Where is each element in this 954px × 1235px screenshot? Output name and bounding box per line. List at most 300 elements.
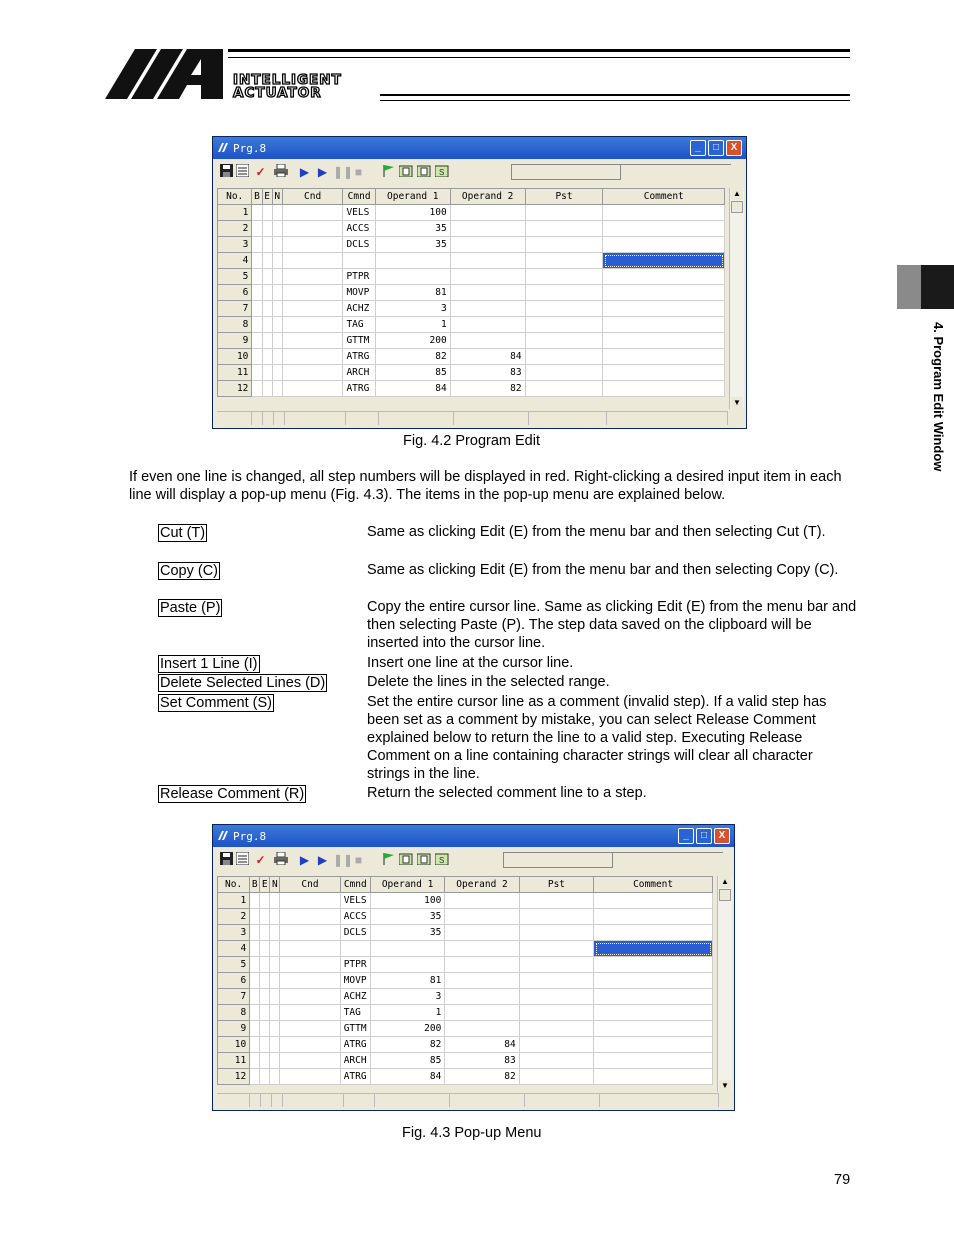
comment-cell[interactable] bbox=[603, 301, 725, 317]
b-cell[interactable] bbox=[250, 1069, 260, 1085]
column-header[interactable]: Comment bbox=[603, 189, 725, 205]
run-icon[interactable]: ▶ bbox=[299, 165, 310, 179]
cnd-cell[interactable] bbox=[280, 941, 340, 957]
n-cell[interactable] bbox=[272, 205, 282, 221]
pst-cell[interactable] bbox=[519, 893, 593, 909]
scroll-down-icon[interactable]: ▼ bbox=[731, 397, 743, 409]
comment-cell[interactable] bbox=[594, 1053, 713, 1069]
pst-cell[interactable] bbox=[519, 909, 593, 925]
comment-cell[interactable] bbox=[603, 333, 725, 349]
table-row[interactable] bbox=[218, 221, 725, 237]
close-button[interactable]: X bbox=[726, 140, 742, 156]
comment-cell[interactable] bbox=[603, 221, 725, 237]
operand1-cell[interactable]: 35 bbox=[370, 909, 444, 925]
operand2-cell[interactable] bbox=[450, 301, 525, 317]
cmnd-cell[interactable] bbox=[343, 253, 375, 269]
pst-cell[interactable] bbox=[525, 237, 603, 253]
pst-cell[interactable] bbox=[519, 989, 593, 1005]
table-row[interactable] bbox=[218, 237, 725, 253]
vertical-scrollbar[interactable] bbox=[729, 188, 744, 409]
operand1-cell[interactable]: 200 bbox=[375, 333, 450, 349]
operand1-cell[interactable]: 1 bbox=[370, 1005, 444, 1021]
pst-cell[interactable] bbox=[519, 1005, 593, 1021]
operand1-cell[interactable]: 35 bbox=[375, 221, 450, 237]
cmnd-cell[interactable]: ATRG bbox=[343, 349, 375, 365]
cnd-cell[interactable] bbox=[282, 205, 343, 221]
step-number-cell[interactable]: 12 bbox=[218, 1069, 250, 1085]
cnd-cell[interactable] bbox=[280, 1069, 340, 1085]
table-row[interactable] bbox=[218, 269, 725, 285]
operand2-cell[interactable] bbox=[445, 989, 519, 1005]
cnd-cell[interactable] bbox=[282, 333, 343, 349]
n-cell[interactable] bbox=[272, 269, 282, 285]
operand1-cell[interactable]: 100 bbox=[375, 205, 450, 221]
n-cell[interactable] bbox=[270, 1053, 280, 1069]
b-cell[interactable] bbox=[250, 893, 260, 909]
stop-icon[interactable]: ■ bbox=[354, 165, 363, 179]
e-cell[interactable] bbox=[262, 301, 272, 317]
comment-cell[interactable] bbox=[603, 237, 725, 253]
cmnd-cell[interactable]: ACHZ bbox=[343, 301, 375, 317]
cmnd-cell[interactable]: ATRG bbox=[340, 1037, 370, 1053]
operand2-cell[interactable] bbox=[450, 253, 525, 269]
scroll-down-icon[interactable]: ▼ bbox=[719, 1080, 731, 1092]
cmnd-cell[interactable]: GTTM bbox=[340, 1021, 370, 1037]
b-cell[interactable] bbox=[250, 973, 260, 989]
pst-cell[interactable] bbox=[519, 1037, 593, 1053]
e-cell[interactable] bbox=[262, 237, 272, 253]
scroll-thumb[interactable] bbox=[731, 201, 743, 213]
cmnd-cell[interactable]: MOVP bbox=[340, 973, 370, 989]
position-edit-icon[interactable] bbox=[399, 164, 414, 180]
operand1-cell[interactable]: 84 bbox=[375, 381, 450, 397]
table-row[interactable] bbox=[218, 1053, 713, 1069]
position-edit-icon[interactable] bbox=[399, 852, 414, 868]
cnd-cell[interactable] bbox=[282, 381, 343, 397]
position-data-icon[interactable] bbox=[417, 852, 432, 868]
step-number-cell[interactable]: 6 bbox=[218, 973, 250, 989]
column-header[interactable]: Pst bbox=[525, 189, 603, 205]
pst-cell[interactable] bbox=[525, 269, 603, 285]
cmnd-cell[interactable]: ARCH bbox=[343, 365, 375, 381]
comment-cell[interactable] bbox=[594, 957, 713, 973]
e-cell[interactable] bbox=[260, 989, 270, 1005]
operand2-cell[interactable] bbox=[445, 941, 519, 957]
column-header[interactable]: Cmnd bbox=[340, 877, 370, 893]
pause-icon[interactable]: ❚❚ bbox=[333, 853, 354, 867]
operand2-cell[interactable] bbox=[450, 317, 525, 333]
b-cell[interactable] bbox=[250, 941, 260, 957]
operand2-cell[interactable]: 82 bbox=[445, 1069, 519, 1085]
table-row[interactable] bbox=[218, 909, 713, 925]
cnd-cell[interactable] bbox=[280, 1021, 340, 1037]
operand1-cell[interactable]: 82 bbox=[375, 349, 450, 365]
cnd-cell[interactable] bbox=[282, 253, 343, 269]
e-cell[interactable] bbox=[262, 365, 272, 381]
n-cell[interactable] bbox=[272, 365, 282, 381]
operand1-cell[interactable]: 81 bbox=[375, 285, 450, 301]
e-cell[interactable] bbox=[262, 253, 272, 269]
operand1-cell[interactable]: 3 bbox=[375, 301, 450, 317]
breakpoint-flag-icon[interactable] bbox=[381, 164, 396, 180]
operand1-cell[interactable]: 85 bbox=[375, 365, 450, 381]
cnd-cell[interactable] bbox=[282, 301, 343, 317]
table-row[interactable] bbox=[218, 349, 725, 365]
table-row[interactable] bbox=[218, 365, 725, 381]
comment-cell[interactable] bbox=[594, 1069, 713, 1085]
e-cell[interactable] bbox=[262, 221, 272, 237]
cnd-cell[interactable] bbox=[282, 237, 343, 253]
step-number-cell[interactable]: 3 bbox=[218, 237, 252, 253]
comment-cell[interactable] bbox=[603, 269, 725, 285]
step-number-cell[interactable]: 1 bbox=[218, 205, 252, 221]
cnd-cell[interactable] bbox=[282, 285, 343, 301]
minimize-button[interactable]: _ bbox=[678, 828, 694, 844]
table-row[interactable] bbox=[218, 1037, 713, 1053]
comment-cell[interactable] bbox=[603, 317, 725, 333]
operand2-cell[interactable] bbox=[445, 973, 519, 989]
cmnd-cell[interactable]: TAG bbox=[340, 1005, 370, 1021]
b-cell[interactable] bbox=[252, 253, 262, 269]
b-cell[interactable] bbox=[250, 1021, 260, 1037]
step-number-cell[interactable]: 2 bbox=[218, 221, 252, 237]
n-cell[interactable] bbox=[272, 285, 282, 301]
e-cell[interactable] bbox=[260, 1069, 270, 1085]
pst-cell[interactable] bbox=[519, 973, 593, 989]
column-header[interactable]: Cnd bbox=[280, 877, 340, 893]
comment-cell[interactable] bbox=[603, 381, 725, 397]
table-row[interactable] bbox=[218, 893, 713, 909]
b-cell[interactable] bbox=[252, 205, 262, 221]
step-number-cell[interactable]: 5 bbox=[218, 957, 250, 973]
step-number-cell[interactable]: 5 bbox=[218, 269, 252, 285]
cmnd-cell[interactable]: DCLS bbox=[343, 237, 375, 253]
operand1-cell[interactable] bbox=[375, 253, 450, 269]
operand2-cell[interactable]: 82 bbox=[450, 381, 525, 397]
table-row[interactable] bbox=[218, 1021, 713, 1037]
comment-cell[interactable] bbox=[594, 973, 713, 989]
column-header[interactable]: E bbox=[262, 189, 272, 205]
column-header[interactable]: B bbox=[252, 189, 262, 205]
save-icon[interactable] bbox=[219, 852, 234, 868]
operand2-cell[interactable] bbox=[450, 333, 525, 349]
b-cell[interactable] bbox=[250, 1005, 260, 1021]
column-header[interactable]: Operand 2 bbox=[445, 877, 519, 893]
cnd-cell[interactable] bbox=[282, 349, 343, 365]
step-number-cell[interactable]: 4 bbox=[218, 253, 252, 269]
step-number-cell[interactable]: 1 bbox=[218, 893, 250, 909]
e-cell[interactable] bbox=[262, 381, 272, 397]
e-cell[interactable] bbox=[260, 909, 270, 925]
table-row[interactable] bbox=[218, 957, 713, 973]
operand1-cell[interactable]: 100 bbox=[370, 893, 444, 909]
n-cell[interactable] bbox=[272, 317, 282, 333]
operand2-cell[interactable] bbox=[450, 237, 525, 253]
step-number-cell[interactable]: 2 bbox=[218, 909, 250, 925]
comment-cell[interactable] bbox=[594, 941, 713, 957]
step-number-cell[interactable]: 11 bbox=[218, 365, 252, 381]
cnd-cell[interactable] bbox=[280, 1053, 340, 1069]
table-row[interactable] bbox=[218, 317, 725, 333]
pst-cell[interactable] bbox=[525, 301, 603, 317]
column-header[interactable]: Cmnd bbox=[343, 189, 375, 205]
comment-cell[interactable] bbox=[594, 909, 713, 925]
scroll-up-icon[interactable]: ▲ bbox=[719, 876, 731, 888]
operand1-cell[interactable]: 82 bbox=[370, 1037, 444, 1053]
comment-cell[interactable] bbox=[603, 285, 725, 301]
comment-cell[interactable] bbox=[603, 365, 725, 381]
stop-icon[interactable]: ■ bbox=[354, 853, 363, 867]
maximize-button[interactable]: □ bbox=[696, 828, 712, 844]
comment-cell[interactable] bbox=[603, 253, 725, 269]
operand1-cell[interactable] bbox=[370, 957, 444, 973]
n-cell[interactable] bbox=[270, 909, 280, 925]
step-edit-icon[interactable] bbox=[235, 852, 250, 868]
n-cell[interactable] bbox=[272, 301, 282, 317]
step-run-icon[interactable]: ▶ bbox=[317, 853, 328, 867]
scroll-thumb[interactable] bbox=[719, 889, 731, 901]
table-row[interactable] bbox=[218, 973, 713, 989]
pst-cell[interactable] bbox=[519, 1069, 593, 1085]
cnd-cell[interactable] bbox=[282, 269, 343, 285]
cmnd-cell[interactable]: MOVP bbox=[343, 285, 375, 301]
b-cell[interactable] bbox=[250, 925, 260, 941]
table-row[interactable] bbox=[218, 333, 725, 349]
n-cell[interactable] bbox=[270, 1005, 280, 1021]
b-cell[interactable] bbox=[252, 349, 262, 365]
operand2-cell[interactable] bbox=[445, 957, 519, 973]
pst-cell[interactable] bbox=[525, 365, 603, 381]
cmnd-cell[interactable]: ATRG bbox=[340, 1069, 370, 1085]
b-cell[interactable] bbox=[250, 1037, 260, 1053]
cmnd-cell[interactable] bbox=[340, 941, 370, 957]
column-header[interactable]: Pst bbox=[519, 877, 593, 893]
operand1-cell[interactable]: 85 bbox=[370, 1053, 444, 1069]
symbol-edit-icon[interactable] bbox=[435, 852, 450, 868]
cnd-cell[interactable] bbox=[280, 909, 340, 925]
print-icon[interactable] bbox=[273, 852, 288, 868]
pst-cell[interactable] bbox=[525, 317, 603, 333]
pst-cell[interactable] bbox=[525, 285, 603, 301]
operand2-cell[interactable]: 84 bbox=[445, 1037, 519, 1053]
n-cell[interactable] bbox=[270, 893, 280, 909]
e-cell[interactable] bbox=[260, 1037, 270, 1053]
cmnd-cell[interactable]: ACCS bbox=[343, 221, 375, 237]
operand2-cell[interactable] bbox=[450, 221, 525, 237]
operand2-cell[interactable] bbox=[450, 269, 525, 285]
cnd-cell[interactable] bbox=[280, 1005, 340, 1021]
comment-cell[interactable] bbox=[594, 893, 713, 909]
cmnd-cell[interactable]: ACHZ bbox=[340, 989, 370, 1005]
operand2-cell[interactable] bbox=[445, 1005, 519, 1021]
maximize-button[interactable]: □ bbox=[708, 140, 724, 156]
b-cell[interactable] bbox=[252, 269, 262, 285]
operand2-cell[interactable] bbox=[450, 205, 525, 221]
n-cell[interactable] bbox=[270, 1021, 280, 1037]
n-cell[interactable] bbox=[270, 957, 280, 973]
n-cell[interactable] bbox=[272, 349, 282, 365]
n-cell[interactable] bbox=[272, 381, 282, 397]
cnd-cell[interactable] bbox=[282, 317, 343, 333]
operand2-cell[interactable]: 84 bbox=[450, 349, 525, 365]
e-cell[interactable] bbox=[262, 205, 272, 221]
breakpoint-flag-icon[interactable] bbox=[381, 852, 396, 868]
step-edit-icon[interactable] bbox=[235, 164, 250, 180]
operand1-cell[interactable]: 81 bbox=[370, 973, 444, 989]
step-number-cell[interactable]: 10 bbox=[218, 1037, 250, 1053]
table-row[interactable] bbox=[218, 381, 725, 397]
cmnd-cell[interactable]: ARCH bbox=[340, 1053, 370, 1069]
step-number-cell[interactable]: 4 bbox=[218, 941, 250, 957]
run-icon[interactable]: ▶ bbox=[299, 853, 310, 867]
e-cell[interactable] bbox=[260, 957, 270, 973]
pst-cell[interactable] bbox=[525, 381, 603, 397]
operand1-cell[interactable] bbox=[375, 269, 450, 285]
n-cell[interactable] bbox=[270, 941, 280, 957]
b-cell[interactable] bbox=[252, 285, 262, 301]
b-cell[interactable] bbox=[250, 957, 260, 973]
e-cell[interactable] bbox=[262, 349, 272, 365]
window-titlebar[interactable] bbox=[213, 137, 746, 159]
table-row[interactable] bbox=[218, 285, 725, 301]
cnd-cell[interactable] bbox=[280, 957, 340, 973]
operand1-cell[interactable]: 35 bbox=[370, 925, 444, 941]
cnd-cell[interactable] bbox=[282, 221, 343, 237]
column-header[interactable]: No. bbox=[218, 877, 250, 893]
pst-cell[interactable] bbox=[519, 925, 593, 941]
check-icon[interactable]: ✓ bbox=[255, 165, 266, 179]
cmnd-cell[interactable]: ATRG bbox=[343, 381, 375, 397]
e-cell[interactable] bbox=[260, 1021, 270, 1037]
pst-cell[interactable] bbox=[525, 221, 603, 237]
n-cell[interactable] bbox=[272, 237, 282, 253]
n-cell[interactable] bbox=[270, 973, 280, 989]
column-header[interactable]: Cnd bbox=[282, 189, 343, 205]
minimize-button[interactable]: _ bbox=[690, 140, 706, 156]
step-number-cell[interactable]: 12 bbox=[218, 381, 252, 397]
close-button[interactable]: X bbox=[714, 828, 730, 844]
table-row[interactable] bbox=[218, 1005, 713, 1021]
step-number-cell[interactable]: 6 bbox=[218, 285, 252, 301]
column-header[interactable]: E bbox=[260, 877, 270, 893]
operand1-cell[interactable]: 3 bbox=[370, 989, 444, 1005]
pst-cell[interactable] bbox=[525, 253, 603, 269]
operand1-cell[interactable]: 84 bbox=[370, 1069, 444, 1085]
cmnd-cell[interactable]: DCLS bbox=[340, 925, 370, 941]
comment-cell[interactable] bbox=[603, 349, 725, 365]
operand2-cell[interactable]: 83 bbox=[445, 1053, 519, 1069]
window-titlebar[interactable] bbox=[213, 825, 734, 847]
e-cell[interactable] bbox=[262, 333, 272, 349]
e-cell[interactable] bbox=[262, 317, 272, 333]
operand2-cell[interactable] bbox=[445, 893, 519, 909]
cnd-cell[interactable] bbox=[280, 973, 340, 989]
column-header[interactable]: No. bbox=[218, 189, 252, 205]
comment-cell[interactable] bbox=[594, 1037, 713, 1053]
comment-cell[interactable] bbox=[594, 989, 713, 1005]
table-row[interactable] bbox=[218, 205, 725, 221]
comment-cell[interactable] bbox=[594, 1021, 713, 1037]
e-cell[interactable] bbox=[260, 925, 270, 941]
e-cell[interactable] bbox=[262, 269, 272, 285]
pst-cell[interactable] bbox=[525, 333, 603, 349]
table-row[interactable] bbox=[218, 989, 713, 1005]
table-row[interactable] bbox=[218, 925, 713, 941]
operand2-cell[interactable] bbox=[445, 909, 519, 925]
step-number-cell[interactable]: 8 bbox=[218, 317, 252, 333]
n-cell[interactable] bbox=[270, 989, 280, 1005]
cmnd-cell[interactable]: GTTM bbox=[343, 333, 375, 349]
vertical-scrollbar[interactable] bbox=[717, 876, 732, 1092]
table-row[interactable] bbox=[218, 253, 725, 269]
cmnd-cell[interactable]: TAG bbox=[343, 317, 375, 333]
save-icon[interactable] bbox=[219, 164, 234, 180]
print-icon[interactable] bbox=[273, 164, 288, 180]
column-header[interactable]: Comment bbox=[594, 877, 713, 893]
b-cell[interactable] bbox=[252, 333, 262, 349]
step-number-cell[interactable]: 7 bbox=[218, 301, 252, 317]
e-cell[interactable] bbox=[260, 941, 270, 957]
operand1-cell[interactable]: 200 bbox=[370, 1021, 444, 1037]
e-cell[interactable] bbox=[260, 1053, 270, 1069]
pst-cell[interactable] bbox=[525, 349, 603, 365]
column-header[interactable]: N bbox=[270, 877, 280, 893]
operand2-cell[interactable] bbox=[445, 1021, 519, 1037]
n-cell[interactable] bbox=[270, 1069, 280, 1085]
cnd-cell[interactable] bbox=[280, 925, 340, 941]
column-header[interactable]: B bbox=[250, 877, 260, 893]
comment-cell[interactable] bbox=[594, 1005, 713, 1021]
pst-cell[interactable] bbox=[519, 1021, 593, 1037]
operand2-cell[interactable] bbox=[450, 285, 525, 301]
n-cell[interactable] bbox=[272, 333, 282, 349]
cmnd-cell[interactable]: VELS bbox=[340, 893, 370, 909]
b-cell[interactable] bbox=[252, 365, 262, 381]
operand2-cell[interactable] bbox=[445, 925, 519, 941]
position-data-icon[interactable] bbox=[417, 164, 432, 180]
b-cell[interactable] bbox=[250, 909, 260, 925]
b-cell[interactable] bbox=[252, 317, 262, 333]
cnd-cell[interactable] bbox=[280, 1037, 340, 1053]
pause-icon[interactable]: ❚❚ bbox=[333, 165, 354, 179]
comment-cell[interactable] bbox=[603, 205, 725, 221]
step-run-icon[interactable]: ▶ bbox=[317, 165, 328, 179]
b-cell[interactable] bbox=[250, 989, 260, 1005]
b-cell[interactable] bbox=[252, 381, 262, 397]
e-cell[interactable] bbox=[260, 973, 270, 989]
cmnd-cell[interactable]: ACCS bbox=[340, 909, 370, 925]
step-number-cell[interactable]: 3 bbox=[218, 925, 250, 941]
check-icon[interactable]: ✓ bbox=[255, 853, 266, 867]
step-number-cell[interactable]: 8 bbox=[218, 1005, 250, 1021]
n-cell[interactable] bbox=[270, 925, 280, 941]
b-cell[interactable] bbox=[252, 237, 262, 253]
cmnd-cell[interactable]: PTPR bbox=[343, 269, 375, 285]
pst-cell[interactable] bbox=[519, 957, 593, 973]
column-header[interactable]: N bbox=[272, 189, 282, 205]
column-header[interactable]: Operand 2 bbox=[450, 189, 525, 205]
operand1-cell[interactable] bbox=[370, 941, 444, 957]
n-cell[interactable] bbox=[272, 221, 282, 237]
column-header[interactable]: Operand 1 bbox=[375, 189, 450, 205]
operand1-cell[interactable]: 35 bbox=[375, 237, 450, 253]
n-cell[interactable] bbox=[272, 253, 282, 269]
column-header[interactable]: Operand 1 bbox=[370, 877, 444, 893]
cnd-cell[interactable] bbox=[280, 893, 340, 909]
cmnd-cell[interactable]: PTPR bbox=[340, 957, 370, 973]
table-row[interactable] bbox=[218, 301, 725, 317]
step-number-cell[interactable]: 9 bbox=[218, 1021, 250, 1037]
